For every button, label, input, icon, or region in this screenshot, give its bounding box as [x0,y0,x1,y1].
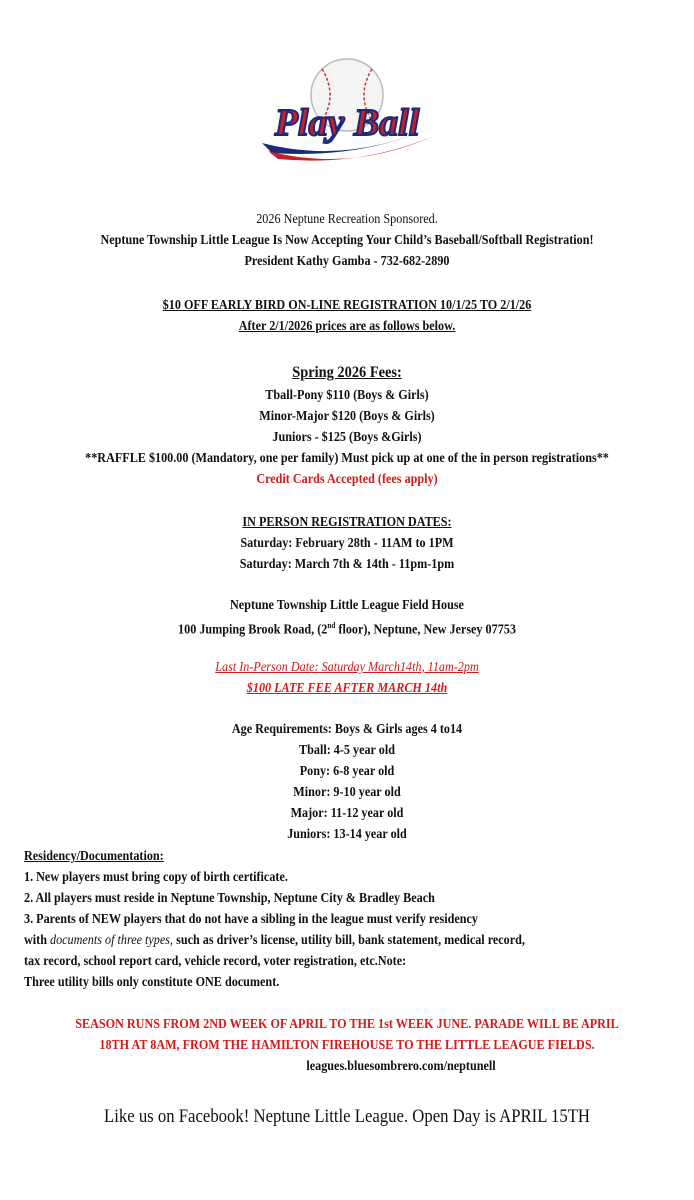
residency-text: such as driver’s license, utility bill, bank statement, medical record, [173,932,525,947]
address-superscript: nd [327,621,336,630]
president-contact: President Kathy Gamba - 732-682-2890 [244,253,450,268]
residency-rule [24,929,609,950]
address-part: 100 Jumping Brook Road, (2 [178,621,328,637]
residency-rule: 2. All players must reside in Neptune Township, Neptune City & Bradley Beach [24,890,435,905]
age-item: Tball: 4-5 year old [299,742,395,757]
last-in-person-date: Last In-Person Date: Saturday March14th, 11am-2pm [215,659,479,674]
season-info: SEASON RUNS FROM 2ND WEEK OF APRIL TO THE 1st WEEK JUNE. PARADE WILL BE APRIL [75,1016,619,1031]
residency-rule: tax record, school report card, vehicle record, voter registration, etc.Note: [24,953,407,968]
residency-rule: 3. Parents of NEW players that do not have a sibling in the league must verify residency [24,911,478,926]
registration-date: Saturday: March 7th & 14th - 11pm-1pm [239,556,455,571]
price-after-note: After 2/1/2026 prices are as follows below. [238,318,456,333]
play-ball-logo [252,55,442,175]
age-requirements-title: Age Requirements: Boys & Girls ages 4 to14 [231,721,463,736]
registration-date: Saturday: February 28th - 11AM to 1PM [240,535,454,550]
residency-rule: Three utility bills only constitute ONE document. [24,974,280,989]
age-item: Juniors: 13-14 year old [287,826,407,841]
age-item: Minor: 9-10 year old [293,784,401,799]
age-item: Pony: 6-8 year old [299,763,395,778]
fee-item: Tball-Pony $110 (Boys & Girls) [265,387,429,402]
residency-italic-text: documents of three types, [50,932,174,947]
credit-cards-note: Credit Cards Accepted (fees apply) [256,471,438,486]
address-part: floor), Neptune, New Jersey 07753 [335,621,516,637]
accepting-registration-line: Neptune Township Little League Is Now Accepting Your Child’s Baseball/Softball Registration! [100,232,594,247]
sponsor-line: 2026 Neptune Recreation Sponsored. [256,211,438,226]
residency-rule: 1. New players must bring copy of birth certificate. [24,869,288,884]
late-fee-note: $100 LATE FEE AFTER MARCH 14th [246,680,448,695]
facebook-note: Like us on Facebook! Neptune Little League. Open Day is APRIL 15TH [103,1106,591,1127]
website-link[interactable]: leagues.bluesombrero.com/neptunell [306,1058,496,1073]
location-name: Neptune Township Little League Field House [230,597,464,612]
early-bird-offer: $10 OFF EARLY BIRD ON-LINE REGISTRATION 10/1/25 TO 2/1/26 [162,297,532,312]
age-item: Major: 11-12 year old [290,805,404,820]
in-person-title: IN PERSON REGISTRATION DATES: [242,514,452,529]
fees-title: Spring 2026 Fees: [292,364,402,381]
raffle-note: **RAFFLE $100.00 (Mandatory, one per family) Must pick up at one of the in person registrations** [85,450,609,465]
residency-title: Residency/Documentation: [24,848,164,863]
season-info: 18TH AT 8AM, FROM THE HAMILTON FIREHOUSE TO THE LITTLE LEAGUE FIELDS. [99,1037,595,1052]
fee-item: Juniors - $125 (Boys &Girls) [272,429,422,444]
fee-item: Minor-Major $120 (Boys & Girls) [259,408,435,423]
residency-text: with [24,932,51,947]
location-address [35,615,660,640]
logo-text: Play Ball [274,102,420,144]
